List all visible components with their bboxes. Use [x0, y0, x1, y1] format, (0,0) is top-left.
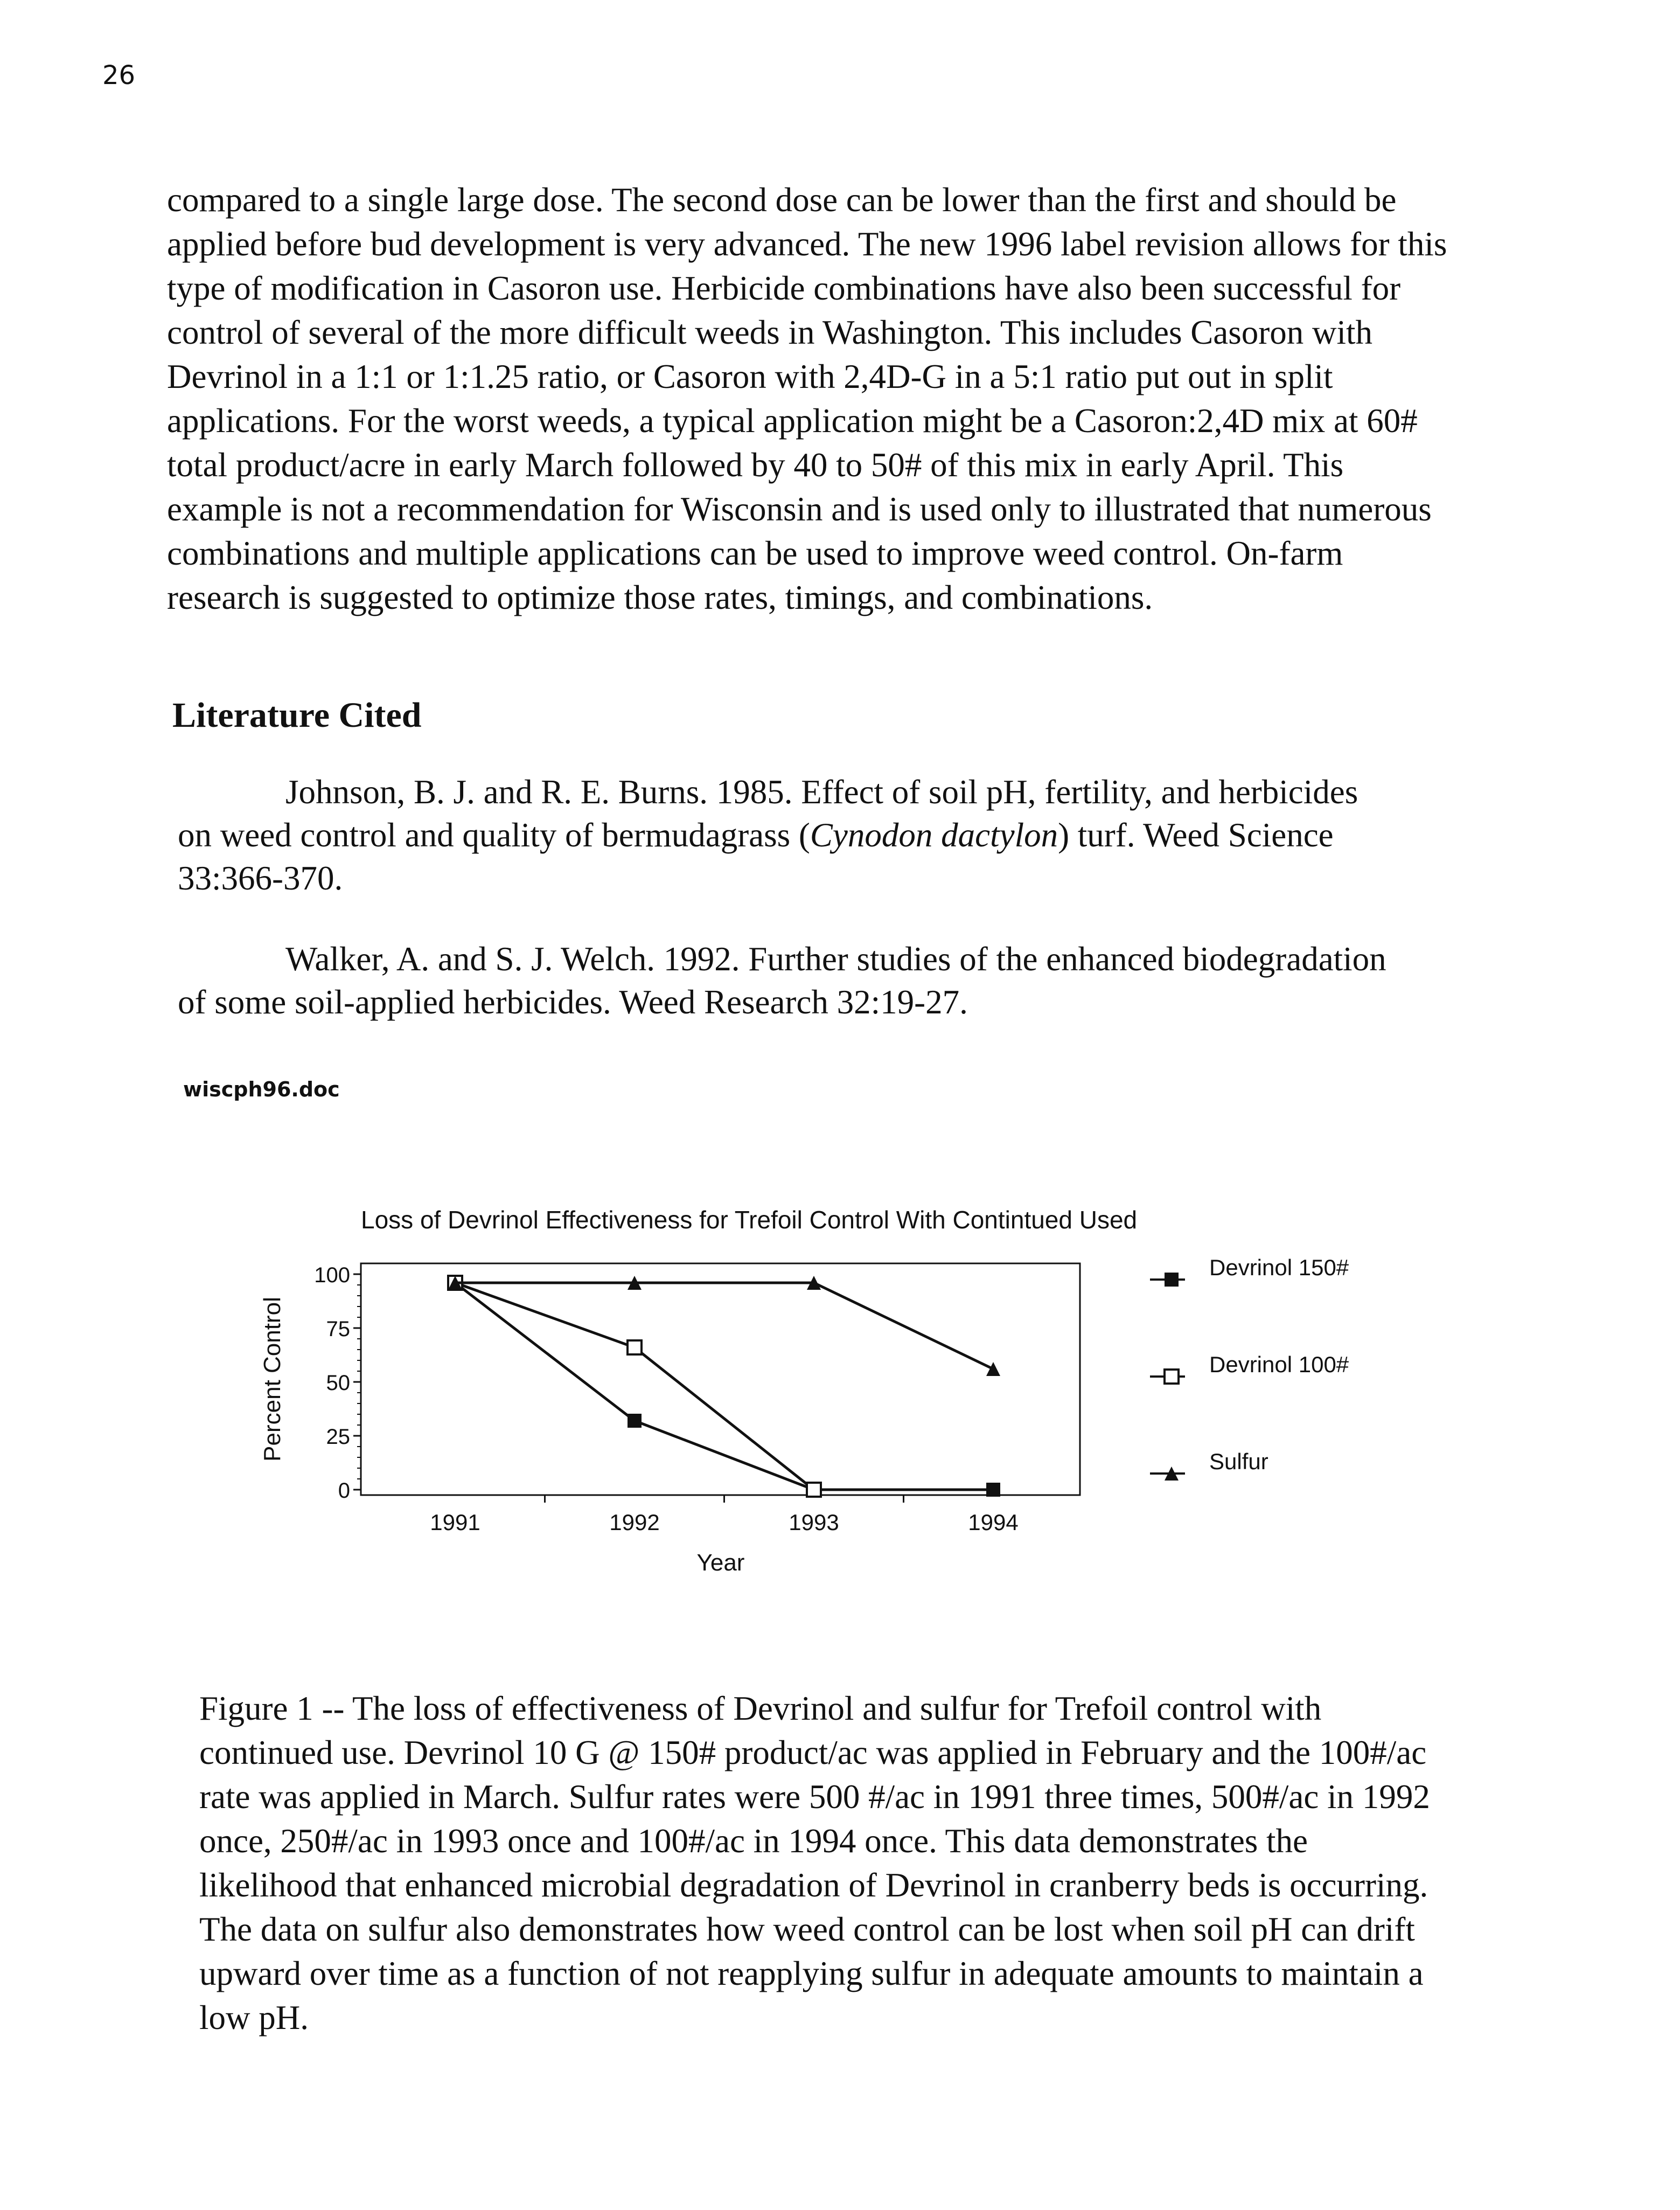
y-tick-label: 25: [326, 1425, 350, 1449]
reference-walker-1992: [178, 937, 1390, 1024]
reference-johnson-1985: [178, 770, 1390, 900]
x-axis: [430, 1495, 1018, 1535]
y-tick-label: 50: [326, 1371, 350, 1395]
series-devrinol-100: [448, 1276, 821, 1497]
page-number: 26: [102, 60, 136, 91]
series-sulfur: [448, 1276, 1000, 1376]
body-paragraph: compared to a single large dose. The second dose can be lower than the first and should be applied before bud development is very advanced. The new 1996 label revision allows for this type of modification in Casoron use. Herbicide combinations have also been successful for control of several of the more difficult weeds in Washington. This includes Casoron with Devrinol in a 1:1 or 1:1.25 ratio, or Casoron with 2,4D-G in a 5:1 ratio put out in split applications. For the worst weeds, a typical application might be a Casoron:2,4D mix at 60# total product/acre in early March followed by 40 to 50# of this mix in early April. This example is not a recommendation for Wisconsin and is used only to illustrated that numerous combinations and multiple applications can be used to improve weed control. On-farm research is suggested to optimize those rates, timings, and combinations.: [167, 181, 1447, 616]
reference-text: Johnson, B. J. and R. E. Burns. 1985. Effect of soil pH, fertility, and herbicides on weed control and quality of bermudagrass (: [178, 773, 1358, 854]
x-tick-label: 1993: [789, 1510, 839, 1535]
data-point: [986, 1483, 1000, 1497]
figure-caption: Figure 1 -- The loss of effectiveness of Devrinol and sulfur for Trefoil control with continued use. Devrinol 10 G @ 150# product/ac was applied in February and the 100#/ac rate was applied in March. Sulfur rates were 500 #/ac in 1991 three times, 500#/ac in 1992 once, 250#/ac in 1993 once and 100#/ac in 1994 once. This data demonstrates the likelihood that enhanced microbial degradation of Devrinol in cranberry beds is occurring. The data on sulfur also demonstrates how weed control can be lost when soil pH can drift upward over time as a function of not reapplying sulfur in adequate amounts to maintain a low pH.: [199, 1690, 1430, 2037]
x-tick-label: 1994: [968, 1510, 1019, 1535]
data-point: [807, 1483, 821, 1497]
file-name: wiscph96.doc: [183, 1078, 340, 1101]
chart-title: Loss of Devrinol Effectiveness for Trefoil Control With Contintued Used: [361, 1206, 1138, 1234]
data-point: [628, 1340, 642, 1354]
y-tick-label: 100: [314, 1263, 350, 1287]
legend-marker: [1165, 1273, 1179, 1287]
y-axis-label: Percent Control: [259, 1297, 285, 1462]
reference-text: ) turf. Weed Science 33:366-370.: [178, 816, 1334, 897]
y-tick-label: 75: [326, 1317, 350, 1341]
reference-species-name: Cynodon dactylon: [810, 816, 1058, 854]
x-tick-label: 1992: [609, 1510, 660, 1535]
data-point: [628, 1414, 642, 1428]
plot-frame: [361, 1263, 1080, 1495]
legend-label: Devrinol 100#: [1209, 1352, 1349, 1377]
legend-label: Devrinol 150#: [1209, 1255, 1349, 1280]
series-line: [455, 1283, 993, 1490]
legend-item: [1150, 1255, 1349, 1287]
series-line: [455, 1283, 993, 1369]
y-tick-label: 0: [338, 1479, 350, 1503]
plot-area: [314, 1263, 1080, 1535]
legend-item: [1150, 1352, 1349, 1384]
reference-text: Walker, A. and S. J. Welch. 1992. Further studies of the enhanced biodegradation of some soil-applied herbicides. Weed Research 32:19-27.: [178, 940, 1386, 1021]
legend-item: [1150, 1449, 1268, 1481]
line-chart: [226, 1196, 1454, 1606]
legend-label: Sulfur: [1209, 1449, 1268, 1474]
x-axis-label: Year: [696, 1549, 745, 1576]
series-line: [455, 1283, 814, 1490]
y-axis: [314, 1263, 361, 1503]
series-layer: [448, 1276, 1000, 1497]
data-point: [986, 1362, 1000, 1376]
section-heading: Literature Cited: [172, 696, 422, 735]
legend: [1150, 1255, 1349, 1481]
legend-marker: [1165, 1370, 1179, 1384]
x-tick-label: 1991: [430, 1510, 480, 1535]
